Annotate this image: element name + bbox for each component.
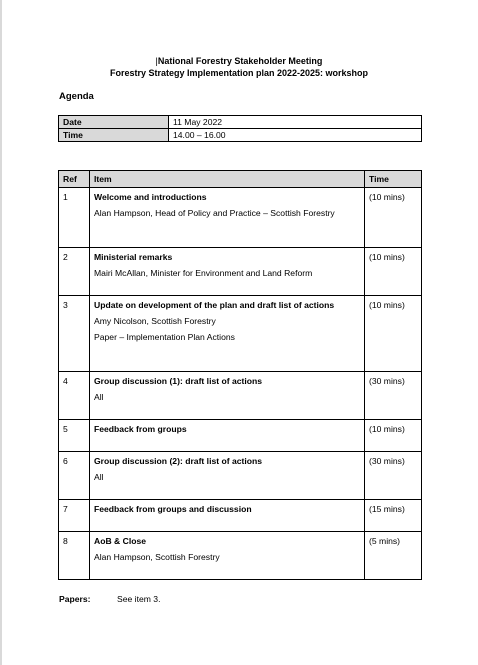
agenda-row <box>59 188 422 248</box>
page-edge <box>0 0 2 665</box>
item-title: Group discussion (1): draft list of actions <box>94 376 263 386</box>
item-title: Group discussion (2): draft list of actions <box>94 456 263 466</box>
meta-row-time <box>59 129 422 142</box>
row-ref: 5 <box>59 420 90 452</box>
row-item <box>90 532 365 580</box>
item-title: Feedback from groups and discussion <box>94 504 252 514</box>
row-time: (10 mins) <box>365 248 422 296</box>
time-label: Time <box>59 129 169 142</box>
agenda-header-row <box>59 171 422 188</box>
row-item <box>90 296 365 372</box>
item-detail: Alan Hampson, Head of Policy and Practice – Scottish Forestry <box>94 208 335 218</box>
row-item <box>90 372 365 420</box>
meta-table <box>58 115 422 142</box>
item-detail: Mairi McAllan, Minister for Environment and Land Reform <box>94 268 313 278</box>
row-item <box>90 452 365 500</box>
row-ref: 8 <box>59 532 90 580</box>
agenda-row <box>59 452 422 500</box>
row-ref: 7 <box>59 500 90 532</box>
item-title: Welcome and introductions <box>94 192 207 202</box>
item-detail: All <box>94 392 104 402</box>
agenda-row <box>59 532 422 580</box>
row-time: (30 mins) <box>365 452 422 500</box>
agenda-table <box>58 170 422 580</box>
row-time: (10 mins) <box>365 296 422 372</box>
item-detail: Paper – Implementation Plan Actions <box>94 332 235 342</box>
item-title: Ministerial remarks <box>94 252 173 262</box>
date-label: Date <box>59 116 169 129</box>
title-line-1: National Forestry Stakeholder Meeting <box>157 56 323 66</box>
row-item <box>90 248 365 296</box>
meta-row-date <box>59 116 422 129</box>
row-time: (30 mins) <box>365 372 422 420</box>
header-item: Item <box>90 171 365 188</box>
item-title: Update on development of the plan and draft list of actions <box>94 300 335 310</box>
document-title <box>0 55 478 79</box>
agenda-row <box>59 248 422 296</box>
row-time: (10 mins) <box>365 420 422 452</box>
agenda-row <box>59 296 422 372</box>
row-time: (15 mins) <box>365 500 422 532</box>
row-item <box>90 500 365 532</box>
header-time: Time <box>365 171 422 188</box>
item-detail: Amy Nicolson, Scottish Forestry <box>94 316 216 326</box>
row-item <box>90 420 365 452</box>
agenda-row <box>59 372 422 420</box>
papers-value: See item 3. <box>117 594 161 604</box>
item-title: Feedback from groups <box>94 424 187 434</box>
row-ref: 4 <box>59 372 90 420</box>
text-cursor: | <box>155 56 158 66</box>
agenda-row <box>59 500 422 532</box>
row-item <box>90 188 365 248</box>
row-ref: 6 <box>59 452 90 500</box>
agenda-heading: Agenda <box>59 91 94 102</box>
row-time: (5 mins) <box>365 532 422 580</box>
item-detail: All <box>94 472 104 482</box>
row-ref: 2 <box>59 248 90 296</box>
row-ref: 3 <box>59 296 90 372</box>
item-detail: Alan Hampson, Scottish Forestry <box>94 552 220 562</box>
header-ref: Ref <box>59 171 90 188</box>
papers-label: Papers: <box>59 594 91 604</box>
date-value: 11 May 2022 <box>169 116 422 129</box>
agenda-row <box>59 420 422 452</box>
time-value: 14.00 – 16.00 <box>169 129 422 142</box>
row-time: (10 mins) <box>365 188 422 248</box>
title-line-2: Forestry Strategy Implementation plan 2022-2025: workshop <box>109 68 369 78</box>
item-title: AoB & Close <box>94 536 147 546</box>
row-ref: 1 <box>59 188 90 248</box>
